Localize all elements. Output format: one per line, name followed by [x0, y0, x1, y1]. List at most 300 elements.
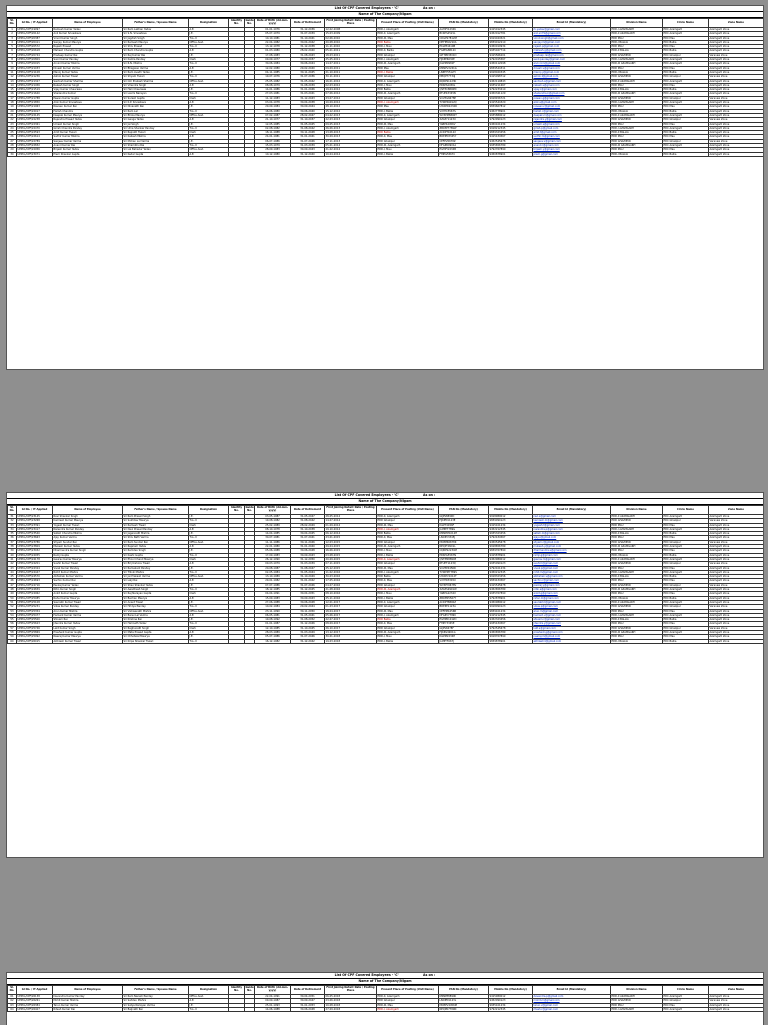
- table-cell: 9792767890: [489, 148, 533, 152]
- table-cell: 9415566201: [489, 53, 533, 57]
- table-cell: Sri S.N. Srivastava: [123, 32, 189, 36]
- table-cell: Sunil Kumar Pandey: [53, 58, 123, 62]
- table-cell: 31-01-2041: [291, 135, 325, 139]
- table-cell: MOPPR6678K: [439, 540, 489, 544]
- email-link[interactable]: mohit.m@gmail.com: [533, 999, 611, 1003]
- email-link[interactable]: alok.s@gmail.com: [533, 101, 611, 105]
- table-cell: 23-06-2018: [325, 999, 377, 1003]
- table-cell: 14-07-2011: [325, 62, 377, 66]
- email-link[interactable]: devendra.p@gmail.com: [533, 995, 611, 999]
- table-cell: Sri Vishwanath Mishra: [123, 609, 189, 613]
- table-cell: Office Asst.: [189, 540, 229, 544]
- table-cell: 31: [8, 515, 17, 519]
- table-cell: UPPCL/CPF/21033: [17, 66, 53, 70]
- table-cell: 31-08-2042: [291, 126, 325, 130]
- table-cell: EDD GHAZIPUR: [611, 562, 663, 566]
- email-link[interactable]: shyam.r@gmail.com: [533, 540, 611, 544]
- table-cell: NPQPR7789N: [439, 1007, 489, 1011]
- column-header: Email Id (Mandatory): [533, 986, 611, 995]
- email-link[interactable]: rahul.m@gmail.com: [533, 596, 611, 600]
- table-cell: Azamgarh Zone: [709, 639, 764, 643]
- table-cell: 11-12-1983: [255, 96, 291, 100]
- table-cell: EDC Mau: [663, 523, 709, 527]
- column-header: Mobile No (Mandatory): [489, 986, 533, 995]
- email-link[interactable]: naveen.r@gmail.com: [533, 105, 611, 109]
- email-link[interactable]: narendra.p@gmail.com: [533, 527, 611, 531]
- table-cell: J.E.: [189, 532, 229, 536]
- column-header: Sl. No.: [8, 506, 17, 515]
- table-cell: 21-10-2011: [325, 70, 377, 74]
- email-link[interactable]: vinod.singh@gmail.com: [533, 36, 611, 40]
- email-link[interactable]: anil.sri79@gmail.com: [533, 32, 611, 36]
- table-cell: UPPCL/CPF/21963: [17, 105, 53, 109]
- table-cell: Naveen Kumar Rai: [53, 105, 123, 109]
- table-cell: UPPCL/CPF/23391: [17, 523, 53, 527]
- table-row: [8, 1007, 764, 1011]
- table-cell: Azamgarh Zone: [709, 122, 764, 126]
- table-cell: EDD GHAZIPUR: [611, 139, 663, 143]
- email-link[interactable]: harish.c@gmail.com: [533, 109, 611, 113]
- table-cell: 10-04-2014: [325, 152, 377, 156]
- table-cell: IKLPM2234H: [439, 635, 489, 639]
- column-header: Email Id (Mandatory): [533, 506, 611, 515]
- email-link[interactable]: kamlesh.m@gmail.com: [533, 519, 611, 523]
- email-link[interactable]: rohit.m@gmail.com: [533, 570, 611, 574]
- email-link[interactable]: yogesh.t@gmail.com: [533, 523, 611, 527]
- table-cell: EDC Ghazipur: [663, 139, 709, 143]
- table-cell: 31-01-2053: [291, 1003, 325, 1007]
- table-cell: SUVPG6678P: [439, 96, 489, 100]
- table-cell: 2: [8, 32, 17, 36]
- table-cell: 31-08-2043: [291, 53, 325, 57]
- email-link[interactable]: shivam.r@gmail.com: [533, 618, 611, 622]
- email-link[interactable]: tarun.v@gmail.com: [533, 1003, 611, 1007]
- table-cell: J.E.: [189, 583, 229, 587]
- table-cell: 30-04-2042: [291, 40, 325, 44]
- table-cell: Shivam Rai: [53, 618, 123, 622]
- column-header: Circle Name: [663, 986, 709, 995]
- table-cell: EDD MAU: [611, 45, 663, 49]
- email-link[interactable]: ankit.g@gmail.com: [533, 592, 611, 596]
- column-header: Father's Name / Spouse Name: [123, 19, 189, 28]
- table-cell: Tarun Kumar Verma: [53, 1003, 123, 1007]
- column-header: GI No. / IT Applied: [17, 506, 53, 515]
- table-cell: EDD-I, Ballia: [377, 553, 439, 557]
- column-header: GI No. / IT Applied: [17, 19, 53, 28]
- table-cell: UPPCL/CPF/21108: [17, 70, 53, 74]
- column-header: Date of Retirement: [291, 986, 325, 995]
- table-cell: 9792233410: [489, 88, 533, 92]
- table-cell: 31-05-2044: [291, 570, 325, 574]
- table-cell: VXYPR3345U: [439, 579, 489, 583]
- table-cell: Sri Awadhesh Singh: [123, 588, 189, 592]
- table-cell: Pawan Kumar Gupta: [53, 96, 123, 100]
- table-cell: XZAPY1123U: [439, 118, 489, 122]
- table-cell: 01-09-2014: [325, 523, 377, 527]
- column-header: Date of Retirement: [291, 19, 325, 28]
- table-cell: 15-03-2009: [325, 32, 377, 36]
- table-cell: YABPG2234X: [439, 592, 489, 596]
- table-cell: Saurabh Kumar Tiwari: [53, 600, 123, 604]
- email-link[interactable]: santosh.s@gmail.com: [533, 79, 611, 83]
- table-cell: 13: [8, 79, 17, 83]
- email-link[interactable]: pradeep.rai@gmail.com: [533, 53, 611, 57]
- email-link[interactable]: jitendra.y@gmail.com: [533, 622, 611, 626]
- table-cell: 09-05-2013: [325, 122, 377, 126]
- email-link[interactable]: sanjay.m@gmail.com: [533, 40, 611, 44]
- email-link[interactable]: hemant.v@gmail.com: [533, 613, 611, 617]
- table-cell: Mohit Kumar Mishra: [53, 999, 123, 1003]
- table-cell: 9792434567: [489, 536, 533, 540]
- email-link[interactable]: pawan.g@gmail.com: [533, 96, 611, 100]
- table-cell: EDC Mau: [663, 148, 709, 152]
- table-cell: UPPCL/CPF/25869: [17, 631, 53, 635]
- email-link[interactable]: vivek.p@gmail.com: [533, 566, 611, 570]
- table-cell: A.E.: [189, 596, 229, 600]
- table-cell: EDC Ballia: [663, 88, 709, 92]
- column-header: GI No. / IT Applied: [17, 986, 53, 995]
- table-cell: 29-01-1982: [255, 579, 291, 583]
- table-cell: UPPCL/CPF/21236: [17, 75, 53, 79]
- table-cell: Sri Phool Chand Maurya: [123, 557, 189, 561]
- table-cell: 47: [8, 583, 17, 587]
- table-cell: EDD-III AZAMGARH: [611, 631, 663, 635]
- email-link[interactable]: prem.g@gmail.com: [533, 152, 611, 156]
- column-header: Circle Name: [663, 19, 709, 28]
- table-cell: UPPCL/CPF/23071: [17, 152, 53, 156]
- email-link[interactable]: nitin.s@gmail.com: [533, 588, 611, 592]
- column-header: Present Place of Posting (Unit Name): [377, 19, 439, 28]
- table-cell: 9918767890: [489, 635, 533, 639]
- email-link[interactable]: mukesh.y@gmail.com: [533, 545, 611, 549]
- email-link[interactable]: gaurav.m@gmail.com: [533, 557, 611, 561]
- table-cell: 31-07-2039: [291, 32, 325, 36]
- table-cell: Sri Chhotelal Maurya: [123, 635, 189, 639]
- table-cell: 31-03-2049: [291, 631, 325, 635]
- table-cell: Sri Raj Kumar Rai: [123, 53, 189, 57]
- email-link[interactable]: ravi.s@gmail.com: [533, 515, 611, 519]
- table-cell: 31-12-2042: [291, 639, 325, 643]
- table-cell: UPPCL/CPF/24447: [17, 570, 53, 574]
- table-cell: DFGPR9901A: [439, 144, 489, 148]
- table-cell: EDD MAU: [611, 592, 663, 596]
- table-cell: HJKPP6632E: [439, 58, 489, 62]
- email-link[interactable]: rajesh.p@gmail.com: [533, 45, 611, 49]
- email-link[interactable]: girish.p@gmail.com: [533, 126, 611, 130]
- table-cell: EDD-III AZAMGARH: [611, 545, 663, 549]
- email-link[interactable]: arun.m@gmail.com: [533, 609, 611, 613]
- table-cell: 52: [8, 605, 17, 609]
- table-cell: 31-01-2040: [291, 545, 325, 549]
- table-cell: 9935656789: [489, 144, 533, 148]
- email-link[interactable]: sunil.pandey@gmail.com: [533, 58, 611, 62]
- table-cell: EDD-II, Mau: [377, 536, 439, 540]
- table-cell: Azamgarh Zone: [709, 549, 764, 553]
- table-cell: 07-07-1986: [255, 583, 291, 587]
- table-cell: 28: [8, 144, 17, 148]
- table-cell: 22-03-2013: [325, 118, 377, 122]
- column-header: Zone Name: [709, 986, 764, 995]
- email-link[interactable]: umesh.s@gmail.com: [533, 122, 611, 126]
- table-cell: EDC Mau: [663, 1003, 709, 1007]
- table-cell: Sri Jai Prakash Verma: [123, 575, 189, 579]
- table-cell: EDC Mau: [663, 122, 709, 126]
- table-cell: EDD Ghazipur: [377, 75, 439, 79]
- email-link[interactable]: sachin.r@gmail.com: [533, 579, 611, 583]
- table-cell: 32: [8, 519, 17, 523]
- column-header: Circle Name: [663, 506, 709, 515]
- table-cell: Sri Brij Kishore Tiwari: [123, 562, 189, 566]
- table-cell: 27-06-1988: [255, 600, 291, 604]
- table-cell: Nitin Kumar Singh: [53, 588, 123, 592]
- table-cell: Sri Virendra Singh: [123, 83, 189, 87]
- column-header: Zone Name: [709, 506, 764, 515]
- table-cell: 25-02-1989: [255, 523, 291, 527]
- table-cell: EDD GHAZIPUR: [611, 53, 663, 57]
- table-cell: 5: [8, 45, 17, 49]
- table-cell: 12-05-1985: [255, 122, 291, 126]
- email-link[interactable]: anand.r@gmail.com: [533, 144, 611, 148]
- table-cell: 9839012210: [489, 40, 533, 44]
- table-cell: 28-03-1989: [255, 631, 291, 635]
- table-cell: UPPCL/CPF/22470: [17, 126, 53, 130]
- table-cell: T.G.-II: [189, 553, 229, 557]
- table-cell: EDD-I, Ballia: [377, 70, 439, 74]
- email-link[interactable]: lalit.s@gmail.com: [533, 626, 611, 630]
- table-cell: 31-12-2043: [291, 96, 325, 100]
- table-cell: Prashant Kumar Gupta: [53, 631, 123, 635]
- table-cell: 04-07-2016: [325, 583, 377, 587]
- table-cell: 30-04-2051: [291, 995, 325, 999]
- table-cell: Vijay Kumar Chaurasia: [53, 88, 123, 92]
- table-cell: EDD Ghazipur: [377, 519, 439, 523]
- table-cell: Sachin Kumar Rai: [53, 579, 123, 583]
- email-link[interactable]: sushil.t@gmail.com: [533, 562, 611, 566]
- email-link[interactable]: arvind.m@gmail.com: [533, 62, 611, 66]
- table-cell: EDD-II AZAMGARH: [611, 515, 663, 519]
- table-cell: 6: [8, 49, 17, 53]
- table-cell: Brijesh Kumar Yadav: [53, 148, 123, 152]
- table-cell: EDD-I AZAMGARH: [611, 58, 663, 62]
- table-cell: Sri Mata Prasad Gupta: [123, 631, 189, 635]
- table-cell: 24: [8, 126, 17, 130]
- table-cell: EDD GHAZIPUR: [611, 999, 663, 1003]
- table-cell: T.G.-II: [189, 1007, 229, 1011]
- table-cell: 25-01-1993: [255, 1003, 291, 1007]
- table-cell: EDD-I AZAMGARH: [611, 101, 663, 105]
- table-cell: 02-03-2012: [325, 83, 377, 87]
- table-cell: UPPCL/CPF/25231: [17, 605, 53, 609]
- table-cell: J.E.: [189, 618, 229, 622]
- email-link[interactable]: pankaj.y@gmail.com: [533, 583, 611, 587]
- email-link[interactable]: mahesh.g@gmail.com: [533, 49, 611, 53]
- email-link[interactable]: rakesh.s@gmail.com: [533, 83, 611, 87]
- table-cell: 61: [8, 995, 17, 999]
- table-cell: Sri Ram Chandra Gupta: [123, 49, 189, 53]
- table-cell: EDD-III, Azamgarh: [377, 545, 439, 549]
- table-cell: EDD Ballia: [377, 131, 439, 135]
- table-cell: Azamgarh Zone: [709, 592, 764, 596]
- table-cell: 01-01-1987: [255, 622, 291, 626]
- email-link[interactable]: ritesh.r@gmail.com: [533, 1007, 611, 1011]
- column-header: Identity No.: [229, 506, 245, 515]
- table-cell: Shyam Sundar Rai: [53, 540, 123, 544]
- table-cell: Azamgarh Zone: [709, 579, 764, 583]
- table-cell: Sri Ram Lal: [123, 109, 189, 113]
- table-cell: WYZPY6678V: [439, 583, 489, 587]
- email-link[interactable]: saurabh.t@gmail.com: [533, 600, 611, 604]
- table-cell: 20-09-2015: [325, 557, 377, 561]
- email-link[interactable]: ashok.t@gmail.com: [533, 75, 611, 79]
- table-cell: Abhishek Kumar Verma: [53, 575, 123, 579]
- table-cell: 30-09-2043: [291, 596, 325, 600]
- email-link[interactable]: ramji.g@gmail.com: [533, 553, 611, 557]
- table-cell: 01-01-1976: [255, 28, 291, 32]
- column-header: Guide No.: [245, 19, 255, 28]
- table-cell: Azamgarh Zone: [709, 66, 764, 70]
- table-cell: YABPS4456V: [439, 122, 489, 126]
- email-link[interactable]: vikas.p@gmail.com: [533, 605, 611, 609]
- table-cell: EDD-I AZAMGARH: [611, 613, 663, 617]
- email-link[interactable]: abhishek.v@gmail.com: [533, 575, 611, 579]
- email-link[interactable]: brijesh.y@gmail.com: [533, 148, 611, 152]
- table-cell: JKLPM9981F: [439, 62, 489, 66]
- email-link[interactable]: manoj.y@gmail.com: [533, 70, 611, 74]
- table-cell: 31-05-2045: [291, 122, 325, 126]
- table-cell: EDD MAU: [611, 566, 663, 570]
- table-cell: 18-04-2017: [325, 609, 377, 613]
- email-link[interactable]: neeraj.m@gmail.com: [533, 635, 611, 639]
- table-cell: MOPPV4456M: [439, 1003, 489, 1007]
- table-cell: Sri Suresh Gupta: [123, 96, 189, 100]
- table-cell: 9792545678: [489, 626, 533, 630]
- email-link[interactable]: satish.m@gmail.com: [533, 532, 611, 536]
- email-link[interactable]: ajay.v@gmail.com: [533, 536, 611, 540]
- table-cell: 14-06-1988: [255, 1007, 291, 1011]
- table-cell: 31-08-2042: [291, 519, 325, 523]
- table-cell: EDD-III AZAMGARH: [611, 92, 663, 96]
- table-cell: 31-08-2039: [291, 83, 325, 87]
- email-link[interactable]: sanjeev.v@gmail.com: [533, 139, 611, 143]
- table-cell: 9450545678: [489, 540, 533, 544]
- table-cell: 05-01-2011: [325, 49, 377, 53]
- table-cell: EDD MAU: [611, 66, 663, 70]
- table-cell: 9452090123: [489, 999, 533, 1003]
- table-cell: 30-07-1981: [255, 536, 291, 540]
- table-cell: 37: [8, 540, 17, 544]
- table-cell: EDD Ghazipur: [377, 540, 439, 544]
- email-link[interactable]: dharmendra.s@gmail.com: [533, 549, 611, 553]
- table-cell: Satish Chandra Mishra: [53, 532, 123, 536]
- table-cell: J.E.: [189, 53, 229, 57]
- table-cell: EDD-I, Azamgarh: [377, 1007, 439, 1011]
- table-cell: A.E.: [189, 28, 229, 32]
- table-cell: 13-12-1978: [255, 45, 291, 49]
- table-cell: T.G.-II: [189, 62, 229, 66]
- table-cell: A.E.: [189, 579, 229, 583]
- table-cell: Varanasi Zone: [709, 53, 764, 57]
- table-cell: 30-09-2044: [291, 105, 325, 109]
- table-cell: 9792212345: [489, 1007, 533, 1011]
- table-cell: Azamgarh Zone: [709, 83, 764, 87]
- table-cell: Sri Ram Avadh Yadav: [123, 70, 189, 74]
- table-cell: Azamgarh Zone: [709, 515, 764, 519]
- table-cell: 29-04-2015: [325, 545, 377, 549]
- email-link[interactable]: dinesh.v@gmail.com: [533, 66, 611, 70]
- email-link[interactable]: akhilesh.t@gmail.com: [533, 639, 611, 643]
- table-cell: T.G.-II: [189, 605, 229, 609]
- email-link[interactable]: vijay.c@gmail.com: [533, 88, 611, 92]
- table-cell: 19-08-1982: [255, 519, 291, 523]
- table-cell: Varanasi Zone: [709, 75, 764, 79]
- table-cell: Dinesh Kumar Verma: [53, 66, 123, 70]
- table-cell: 11-11-1986: [255, 540, 291, 544]
- table-cell: 24-01-1981: [255, 135, 291, 139]
- table-cell: 31-08-2047: [291, 566, 325, 570]
- table-cell: 11: [8, 70, 17, 74]
- column-header: Designation: [189, 19, 229, 28]
- table-cell: Sri Ramesh Tiwari: [123, 523, 189, 527]
- email-link[interactable]: prashant.g@gmail.com: [533, 631, 611, 635]
- table-cell: EDD-III, Azamgarh: [377, 62, 439, 66]
- email-link[interactable]: deepak.m@gmail.com: [533, 113, 611, 117]
- table-cell: T.G.-II: [189, 622, 229, 626]
- table-cell: EDD MAU: [611, 549, 663, 553]
- table-cell: EDC Azamgarh: [663, 600, 709, 604]
- table-cell: 30-06-1984: [255, 62, 291, 66]
- table-cell: Sri Kedar Gupta: [123, 152, 189, 156]
- table-cell: Azamgarh Zone: [709, 40, 764, 44]
- table-cell: EDC Azamgarh: [663, 79, 709, 83]
- table-cell: EDD MAU: [611, 148, 663, 152]
- table-cell: EDC Azamgarh: [663, 92, 709, 96]
- table-cell: 13-08-2013: [325, 131, 377, 135]
- table-cell: EDD-II AZAMGARH: [611, 113, 663, 117]
- table-cell: 12-10-1985: [255, 626, 291, 630]
- table-cell: T.G.-II: [189, 639, 229, 643]
- table-cell: EDC Mau: [663, 135, 709, 139]
- table-cell: QSTPC8890M: [439, 88, 489, 92]
- table-cell: 36: [8, 536, 17, 540]
- table-cell: Sri Triloki Mishra: [123, 570, 189, 574]
- table-cell: UWXPV1012T: [439, 575, 489, 579]
- table-cell: 02-05-1984: [255, 570, 291, 574]
- table-cell: 4: [8, 40, 17, 44]
- table-cell: 50: [8, 596, 17, 600]
- table-cell: 31-05-2042: [291, 79, 325, 83]
- email-link[interactable]: rk.yadav@gmail.com: [533, 28, 611, 32]
- table-cell: Azamgarh Zone: [709, 70, 764, 74]
- table-cell: 56: [8, 622, 17, 626]
- email-link[interactable]: sudhir.m@gmail.com: [533, 135, 611, 139]
- table-cell: EDD-II, Azamgarh: [377, 32, 439, 36]
- table-cell: T.G.-II: [189, 126, 229, 130]
- table-cell: UPPCL/CPF/22593: [17, 131, 53, 135]
- table-cell: UPPCL/CPF/23663: [17, 536, 53, 540]
- table-cell: Pradeep Kumar Rai: [53, 53, 123, 57]
- email-link[interactable]: rajendra.y@gmail.com: [533, 118, 611, 122]
- table-cell: EDC Azamgarh: [663, 527, 709, 531]
- table-cell: 18-12-1985: [255, 588, 291, 592]
- table-cell: Sri Shyam Tiwari: [123, 75, 189, 79]
- table-cell: Sri Bechan Maurya: [123, 596, 189, 600]
- email-link[interactable]: amit.t@gmail.com: [533, 131, 611, 135]
- email-link[interactable]: shailendra.k@gmail.com: [533, 92, 611, 96]
- table-cell: UPPCL/CPF/21456: [17, 83, 53, 87]
- table-cell: Azamgarh Zone: [709, 62, 764, 66]
- table-cell: Azamgarh Zone: [709, 28, 764, 32]
- table-cell: Clerk: [189, 131, 229, 135]
